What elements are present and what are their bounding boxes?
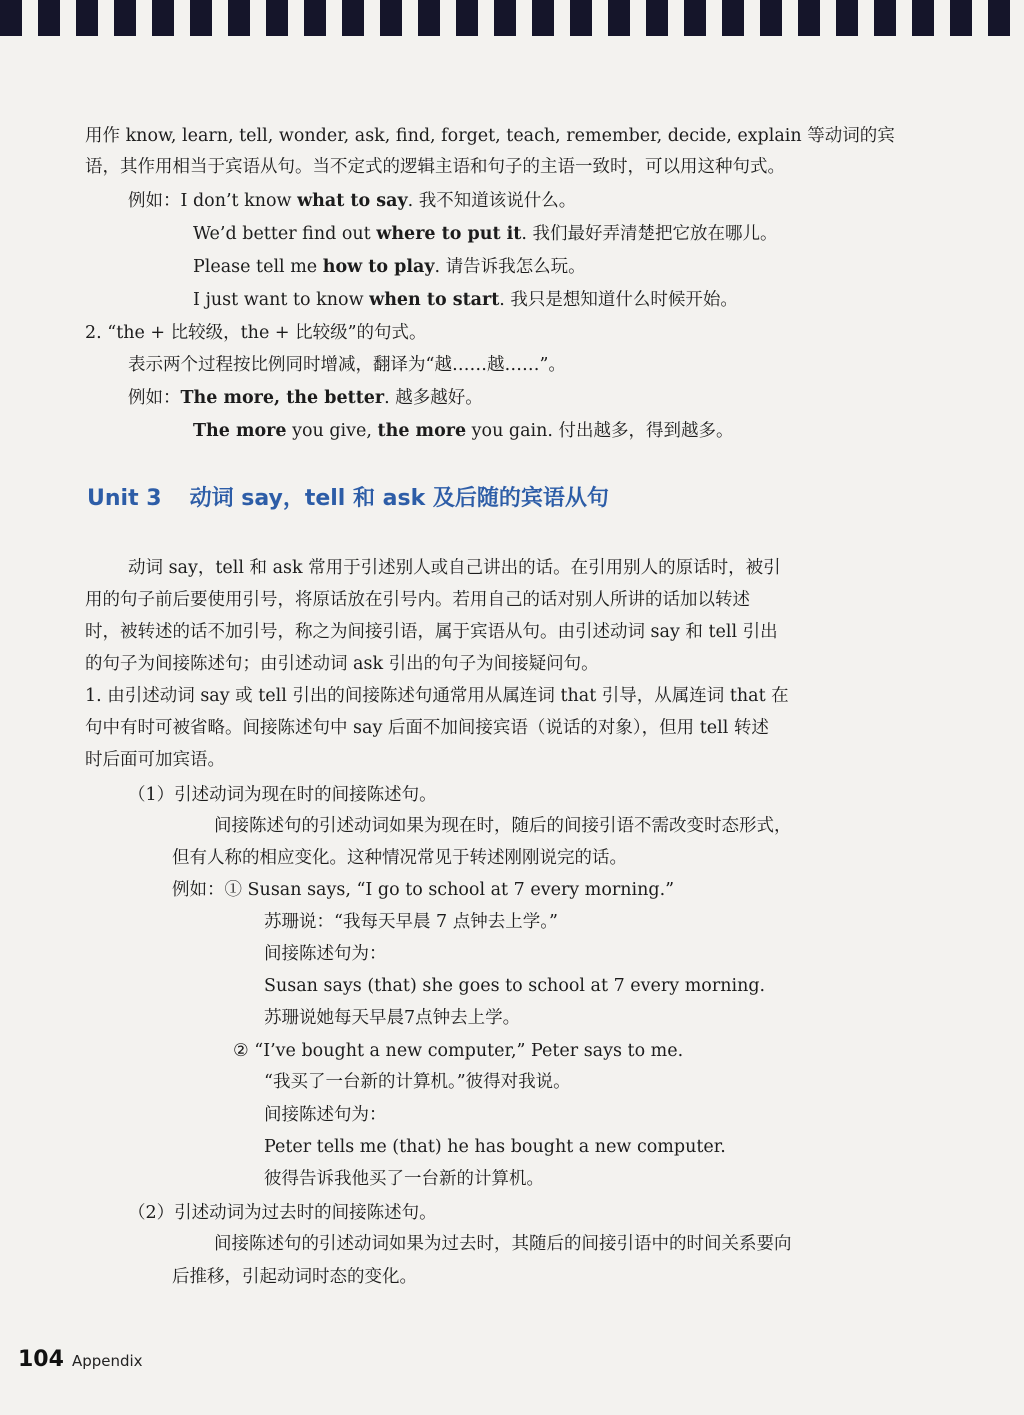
text-line bbox=[264, 1167, 544, 1191]
bold-segment: The more, the better bbox=[180, 388, 385, 408]
text-segment: 1. 由引述动词 say 或 tell 引出的间接陈述句通常用从属连词 that 引导，从属连词 that 在 bbox=[85, 686, 789, 706]
text-segment: 时后面可加宾语。 bbox=[85, 750, 225, 770]
text-line bbox=[264, 1006, 520, 1030]
section-heading bbox=[87, 484, 609, 514]
unit-title: 动词 say，tell 和 ask 及后随的宾语从句 bbox=[189, 486, 609, 511]
text-segment: . 我只是想知道什么时候开始。 bbox=[499, 290, 738, 310]
text-segment: 例如：① Susan says, “I go to school at 7 every morning.” bbox=[172, 880, 675, 900]
text-segment: “我买了一台新的计算机。”彼得对我说。 bbox=[264, 1072, 571, 1092]
binding-strip-segment bbox=[912, 0, 934, 36]
text-line bbox=[128, 783, 437, 807]
binding-strip bbox=[0, 0, 1024, 36]
binding-strip-segment bbox=[76, 0, 98, 36]
text-segment: 的句子为间接陈述句；由引述动词 ask 引出的句子为间接疑问句。 bbox=[85, 654, 599, 674]
text-segment: 间接陈述句为： bbox=[264, 1105, 387, 1125]
text-segment: 彼得告诉我他买了一台新的计算机。 bbox=[264, 1169, 544, 1189]
text-line bbox=[85, 588, 750, 612]
text-segment: 语，其作用相当于宾语从句。当不定式的逻辑主语和句子的主语一致时，可以用这种句式。 bbox=[85, 157, 785, 177]
binding-strip-segment bbox=[114, 0, 136, 36]
text-line bbox=[172, 846, 627, 870]
binding-strip-segment bbox=[342, 0, 364, 36]
text-segment: 苏珊说她每天早晨7点钟去上学。 bbox=[264, 1008, 521, 1028]
bold-segment: where to put it bbox=[376, 224, 522, 244]
text-segment: 后推移，引起动词时态的变化。 bbox=[172, 1267, 417, 1287]
text-segment: . 我不知道该说什么。 bbox=[407, 191, 577, 211]
text-segment: （2）引述动词为过去时的间接陈述句。 bbox=[128, 1203, 437, 1223]
text-segment: 例如： bbox=[128, 388, 181, 408]
binding-strip-segment bbox=[988, 0, 1010, 36]
text-line bbox=[264, 942, 387, 966]
binding-strip-segment bbox=[228, 0, 250, 36]
bold-segment: what to say bbox=[297, 191, 408, 211]
binding-strip-segment bbox=[456, 0, 478, 36]
text-line bbox=[193, 255, 586, 279]
text-line bbox=[233, 1039, 683, 1063]
text-line bbox=[193, 419, 734, 443]
text-line bbox=[264, 974, 765, 998]
binding-strip-segment bbox=[608, 0, 630, 36]
binding-strip-segment bbox=[190, 0, 212, 36]
bold-segment: when to start bbox=[369, 290, 500, 310]
text-line bbox=[172, 878, 674, 902]
text-line bbox=[128, 556, 781, 580]
text-segment: 但有人称的相应变化。这种情况常见于转述刚刚说完的话。 bbox=[172, 848, 627, 868]
text-segment: Peter tells me (that) he has bought a new computer. bbox=[264, 1137, 726, 1157]
binding-strip-segment bbox=[304, 0, 326, 36]
footer-label: Appendix bbox=[71, 1352, 143, 1370]
binding-strip-segment bbox=[722, 0, 744, 36]
text-line bbox=[264, 1135, 726, 1159]
text-segment: 间接陈述句为： bbox=[264, 944, 387, 964]
binding-strip-segment bbox=[38, 0, 60, 36]
text-line bbox=[85, 652, 599, 676]
text-line bbox=[128, 353, 566, 377]
text-segment: 例如：I don’t know bbox=[128, 191, 298, 211]
text-segment: 苏珊说：“我每天早晨 7 点钟去上学。” bbox=[264, 912, 558, 932]
text-segment: you gain. 付出越多，得到越多。 bbox=[466, 421, 734, 441]
binding-strip-segment bbox=[0, 0, 22, 36]
text-line bbox=[264, 1070, 571, 1094]
binding-strip-segment bbox=[152, 0, 174, 36]
text-segment: you give, bbox=[286, 421, 378, 441]
text-segment: I just want to know bbox=[193, 290, 370, 310]
text-segment: 句中有时可被省略。间接陈述句中 say 后面不加间接宾语（说话的对象），但用 tell 转述 bbox=[85, 718, 769, 738]
text-segment: 用作 know, learn, tell, wonder, ask, find, forget, teach, remember, decide, explain 等动词的宾 bbox=[85, 126, 895, 146]
text-line bbox=[128, 1201, 437, 1225]
text-line bbox=[85, 620, 778, 644]
text-line bbox=[85, 155, 785, 179]
binding-strip-segment bbox=[874, 0, 896, 36]
text-line bbox=[214, 814, 792, 838]
text-line bbox=[264, 910, 558, 934]
page-number: 104 bbox=[18, 1347, 64, 1372]
text-segment: ② “I’ve bought a new computer,” Peter says to me. bbox=[233, 1041, 684, 1061]
text-segment: 动词 say，tell 和 ask 常用于引述别人或自己讲出的话。在引用别人的原话时，被引 bbox=[128, 558, 781, 578]
binding-strip-segment bbox=[570, 0, 592, 36]
page-footer bbox=[18, 1346, 143, 1375]
text-line bbox=[214, 1232, 792, 1256]
binding-strip-segment bbox=[418, 0, 440, 36]
binding-strip-segment bbox=[836, 0, 858, 36]
text-line bbox=[193, 222, 777, 246]
binding-strip-segment bbox=[266, 0, 288, 36]
binding-strip-segment bbox=[950, 0, 972, 36]
text-line bbox=[172, 1265, 417, 1289]
text-segment: 2. “the + 比较级，the + 比较级”的句式。 bbox=[85, 323, 427, 343]
text-line bbox=[264, 1103, 387, 1127]
binding-strip-segment bbox=[646, 0, 668, 36]
binding-strip-segment bbox=[532, 0, 554, 36]
binding-strip-segment bbox=[380, 0, 402, 36]
text-segment: 用的句子前后要使用引号，将原话放在引号内。若用自己的话对别人所讲的话加以转述 bbox=[85, 590, 750, 610]
bold-segment: The more bbox=[193, 421, 287, 441]
text-segment: . 越多越好。 bbox=[384, 388, 483, 408]
text-line bbox=[128, 386, 483, 410]
text-line bbox=[85, 716, 769, 740]
binding-strip-segment bbox=[684, 0, 706, 36]
text-line bbox=[85, 124, 895, 148]
text-segment: We’d better find out bbox=[193, 224, 377, 244]
text-line bbox=[85, 748, 225, 772]
unit-label: Unit 3 bbox=[87, 486, 162, 511]
text-segment: . 请告诉我怎么玩。 bbox=[434, 257, 586, 277]
binding-strip-segment bbox=[494, 0, 516, 36]
text-line bbox=[193, 288, 738, 312]
text-line bbox=[85, 321, 427, 345]
text-segment: Please tell me bbox=[193, 257, 323, 277]
text-line bbox=[128, 189, 576, 213]
text-segment: . 我们最好弄清楚把它放在哪儿。 bbox=[521, 224, 778, 244]
binding-strip-segment bbox=[798, 0, 820, 36]
text-segment: Susan says (that) she goes to school at 7 every morning. bbox=[264, 976, 766, 996]
text-segment: 间接陈述句的引述动词如果为过去时，其随后的间接引语中的时间关系要向 bbox=[214, 1234, 792, 1254]
bold-segment: the more bbox=[377, 421, 467, 441]
text-segment: 时，被转述的话不加引号，称之为间接引语，属于宾语从句。由引述动词 say 和 tell 引出 bbox=[85, 622, 778, 642]
text-segment: 间接陈述句的引述动词如果为现在时，随后的间接引语不需改变时态形式， bbox=[214, 816, 792, 836]
binding-strip-segment bbox=[760, 0, 782, 36]
text-segment: 表示两个过程按比例同时增减，翻译为“越……越……”。 bbox=[128, 355, 566, 375]
text-segment: （1）引述动词为现在时的间接陈述句。 bbox=[128, 785, 437, 805]
text-line bbox=[85, 684, 789, 708]
bold-segment: how to play bbox=[322, 257, 435, 277]
